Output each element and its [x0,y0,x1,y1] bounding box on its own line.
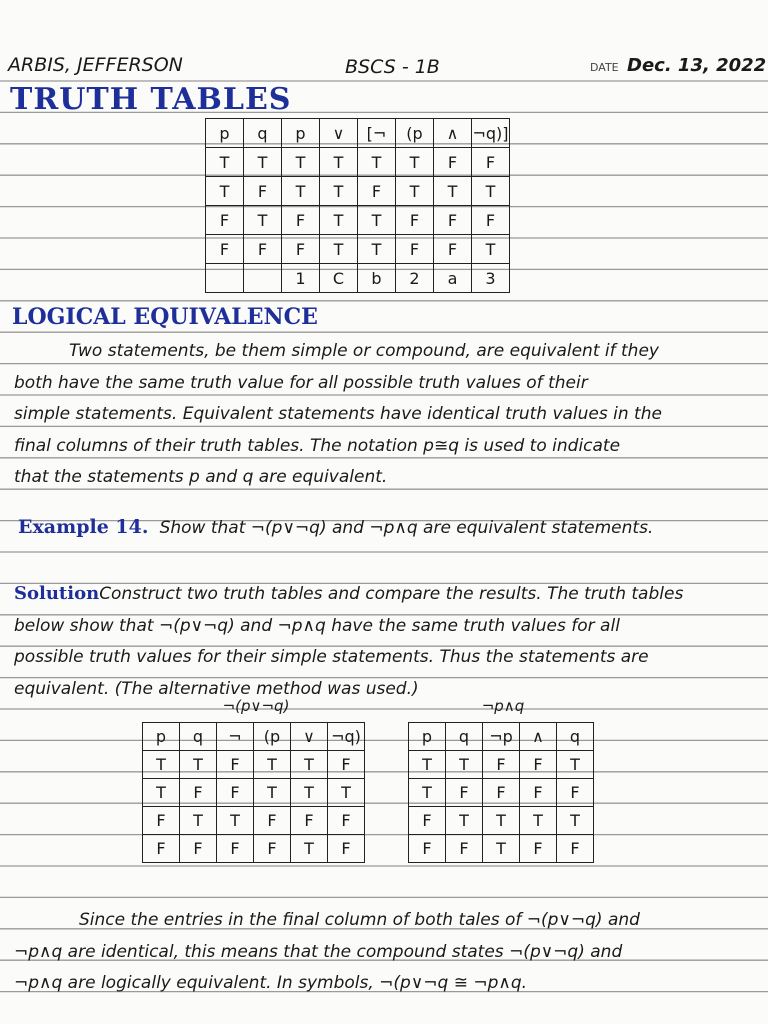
table-cell: T [282,177,320,206]
conclusion-line: ¬p∧q are logically equivalent. In symbols, ¬(p∨¬q ≅ ¬p∧q. [14,973,528,993]
conclusion-line: Since the entries in the final column of both tales of ¬(p∨¬q) and [79,910,640,930]
table-cell: 3 [472,264,510,293]
table-cell: F [520,751,557,779]
table-cell: F [143,807,180,835]
table-row [143,751,365,779]
table-cell: T [254,779,291,807]
table-cell: T [206,177,244,206]
table-cell: F [254,807,291,835]
table-cell: T [434,177,472,206]
table-cell: F [409,835,446,863]
example-text: Show that ¬(p∨¬q) and ¬p∧q are equivalent statements. [159,518,654,538]
table-header-row [206,119,510,148]
table-cell: F [472,206,510,235]
table-cell: F [244,235,282,264]
table-cell: F [557,779,594,807]
page-title: TRUTH TABLES [10,82,292,117]
table-cell: T [557,751,594,779]
table-cell: F [206,206,244,235]
solution-line: equivalent. (The alternative method was used.) [14,678,419,699]
table-cell: F [291,807,328,835]
definition-line: simple statements. Equivalent statements have identical truth values in the [14,404,662,424]
table-cell: ¬ [217,723,254,751]
table-cell: F [328,835,365,863]
table-cell: p [143,723,180,751]
table-cell: T [180,751,217,779]
example-line [18,516,653,538]
table-cell: (p [254,723,291,751]
table-row [409,807,594,835]
table-cell: T [244,206,282,235]
table-cell: q [557,723,594,751]
table-cell: p [206,119,244,148]
table-cell: F [358,177,396,206]
course-section: BSCS - 1B [345,56,440,78]
table-row [409,751,594,779]
date-value: Dec. 13, 2022 [627,55,767,76]
table-cell: T [358,148,396,177]
table-cell: F [282,206,320,235]
table-cell: T [520,807,557,835]
table-row [409,779,594,807]
table-cell: T [320,148,358,177]
table-cell: F [143,835,180,863]
table-cell: F [396,235,434,264]
table-row [206,206,510,235]
table-cell: F [446,779,483,807]
table-cell: T [254,751,291,779]
table-cell: T [320,235,358,264]
table-cell: T [320,177,358,206]
definition-line: final columns of their truth tables. The notation p≅q is used to indicate [14,435,621,456]
table-cell: T [358,235,396,264]
table-footer-row [206,264,510,293]
table-cell: F [396,206,434,235]
solution-text: Construct two truth tables and compare the results. The truth tables [99,584,684,604]
table-cell: F [254,835,291,863]
table-cell: ∨ [320,119,358,148]
table-cell: F [217,751,254,779]
table-cell: T [446,807,483,835]
table-cell: q [446,723,483,751]
table-cell: (p [396,119,434,148]
section-title: LOGICAL EQUIVALENCE [12,304,318,330]
solution-line: below show that ¬(p∨¬q) and ¬p∧q have the same truth values for all [14,615,620,636]
table-cell: ∧ [434,119,472,148]
table-cell: T [217,807,254,835]
table-cell: C [320,264,358,293]
table-cell: T [396,148,434,177]
table-cell: T [291,835,328,863]
table-cell [244,264,282,293]
table-cell: T [472,177,510,206]
table-cell: T [180,807,217,835]
table-cell: T [206,148,244,177]
table-cell: F [244,177,282,206]
table-cell: F [434,235,472,264]
table-cell: T [483,807,520,835]
table-cell: F [217,835,254,863]
definition-line: Two statements, be them simple or compound, are equivalent if they [69,341,659,361]
table-cell: T [282,148,320,177]
truth-table-not-p-or-not-q [142,722,365,863]
table-cell: T [557,807,594,835]
table-row [206,177,510,206]
solution-paragraph [14,578,759,705]
solution-line: possible truth values for their simple statements. Thus the statements are [14,647,649,667]
table-cell: ¬q) [328,723,365,751]
solution-label: Solution [14,583,100,604]
table-header-row [143,723,365,751]
table-cell: p [282,119,320,148]
table-cell: F [434,206,472,235]
table-cell: T [320,206,358,235]
table-cell [206,264,244,293]
table-cell: T [291,779,328,807]
table-cell: 2 [396,264,434,293]
definition-paragraph [14,336,759,494]
conclusion-line: ¬p∧q are identical, this means that the compound states ¬(p∨¬q) and [14,941,623,962]
table-row [206,235,510,264]
table-cell: F [180,779,217,807]
table-cell: F [483,779,520,807]
table-cell: ¬p [483,723,520,751]
table-cell: T [409,751,446,779]
table-row [143,779,365,807]
table-cell: F [282,235,320,264]
table-cell: b [358,264,396,293]
table-row [143,807,365,835]
table-cell: F [557,835,594,863]
table-cell: F [328,807,365,835]
solution-line [14,578,759,611]
date-label: DATE [590,61,619,74]
table-cell: F [217,779,254,807]
table-cell: F [483,751,520,779]
conclusion-paragraph [14,905,759,1000]
table-cell: a [434,264,472,293]
table-cell: T [446,751,483,779]
table-cell: F [434,148,472,177]
table3-caption: ¬p∧q [481,697,525,715]
table-cell: T [328,779,365,807]
table-cell: T [472,235,510,264]
table-cell: 1 [282,264,320,293]
table-cell: F [446,835,483,863]
table-cell: F [472,148,510,177]
table-cell: T [483,835,520,863]
table-header-row [409,723,594,751]
table-cell: [¬ [358,119,396,148]
table-cell: F [206,235,244,264]
table-cell: F [180,835,217,863]
table-cell: F [520,835,557,863]
truth-table-main [205,118,510,293]
student-name: ARBIS, JEFFERSON [8,54,183,76]
table-row [143,835,365,863]
table-cell: T [244,148,282,177]
table-cell: T [409,779,446,807]
example-label: Example 14. [18,516,149,538]
table-row [206,148,510,177]
table-cell: q [244,119,282,148]
table-cell: ∨ [291,723,328,751]
table-row [409,835,594,863]
truth-table-not-p-and-q [408,722,594,863]
definition-line: both have the same truth value for all possible truth values of their [14,372,588,393]
table-cell: T [396,177,434,206]
table-cell: p [409,723,446,751]
table-cell: T [291,751,328,779]
table-cell: ∧ [520,723,557,751]
table2-caption: ¬(p∨¬q) [222,697,290,715]
table-cell: F [328,751,365,779]
table-cell: F [409,807,446,835]
table-cell: F [520,779,557,807]
table-cell: ¬q)] [472,119,510,148]
table-cell: T [358,206,396,235]
table-cell: T [143,779,180,807]
table-cell: q [180,723,217,751]
definition-line: that the statements p and q are equivalent. [14,467,388,487]
table-cell: T [143,751,180,779]
